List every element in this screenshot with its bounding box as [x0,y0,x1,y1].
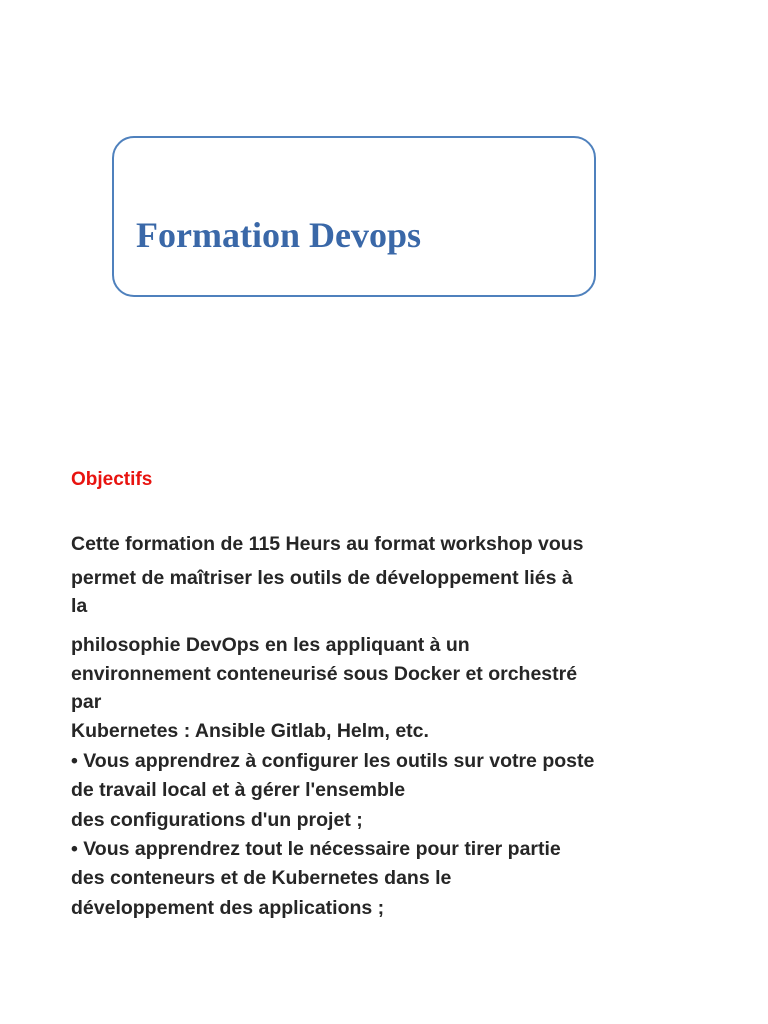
body-line: par [71,691,102,713]
body-line: Cette formation de 115 Heurs au format workshop vous [71,533,584,555]
bullet-item: • Vous apprendrez tout le nécessaire pour tirer partie [71,838,561,860]
body-line: des configurations d'un projet ; [71,809,363,831]
body-line: développement des applications ; [71,897,385,919]
body-line: philosophie DevOps en les appliquant à un [71,634,470,656]
section-heading-objectifs: Objectifs [71,469,153,490]
body-line: Kubernetes : Ansible Gitlab, Helm, etc. [71,720,429,742]
body-line: permet de maîtriser les outils de développement liés à [71,567,573,589]
body-line: des conteneurs et de Kubernetes dans le [71,867,452,889]
bullet-item: • Vous apprendrez à configurer les outils sur votre poste [71,750,595,772]
body-line: la [71,595,88,617]
body-line: de travail local et à gérer l'ensemble [71,779,406,801]
document-title: Formation Devops [136,215,421,255]
title-box [112,136,596,297]
body-line: environnement conteneurisé sous Docker et orchestré [71,663,578,685]
